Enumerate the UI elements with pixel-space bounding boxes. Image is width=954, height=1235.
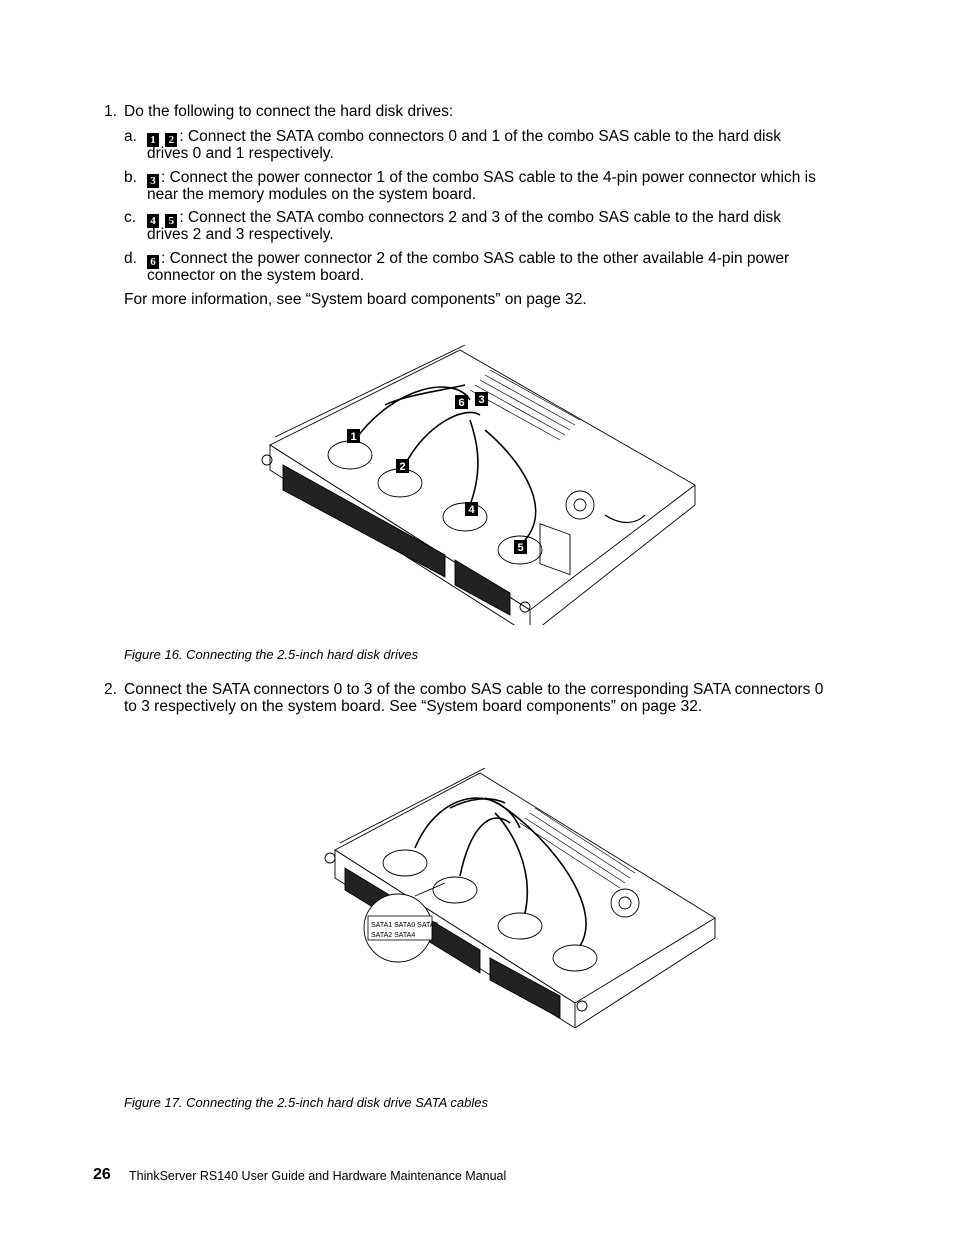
callout-2: 2 <box>165 133 177 147</box>
figure-16-illustration <box>255 345 700 625</box>
substep-d-text: : Connect the power connector 2 of the combo SAS cable to the other available 4-pin power <box>161 250 790 267</box>
fig16-callout-3: 3 <box>478 394 485 406</box>
callout-5: 5 <box>165 214 177 228</box>
callout-6: 6 <box>147 255 159 269</box>
substep-d-line2: connector on the system board. <box>147 267 365 284</box>
step-2-line2: to 3 respectively on the system board. See “System board components” on page 32. <box>124 698 703 715</box>
substep-a-letter: a. <box>124 128 137 145</box>
callout-4: 4 <box>147 214 159 228</box>
figure-17-illustration <box>320 768 720 1028</box>
fig16-callout-1: 1 <box>350 431 357 443</box>
footer-title: ThinkServer RS140 User Guide and Hardware Maintenance Manual <box>129 1169 507 1183</box>
substep-a-text: : Connect the SATA combo connectors 0 and 1 of the combo SAS cable to the hard disk <box>179 128 782 145</box>
figure-16-caption: Figure 16. Connecting the 2.5-inch hard disk drives <box>124 647 419 662</box>
fig16-callout-2: 2 <box>399 461 406 473</box>
fig17-label-line1: SATA1 SATA0 SATA3 <box>371 922 439 929</box>
step-2-number: 2. <box>104 681 117 698</box>
substep-c-line2: drives 2 and 3 respectively. <box>147 226 334 243</box>
substep-a-line2: drives 0 and 1 respectively. <box>147 145 334 162</box>
callout-3: 3 <box>147 174 159 188</box>
step-1-text: Do the following to connect the hard disk drives: <box>124 103 454 120</box>
figure-17-caption: Figure 17. Connecting the 2.5-inch hard disk drive SATA cables <box>124 1095 488 1110</box>
page-number: 26 <box>93 1166 111 1183</box>
callout-1: 1 <box>147 133 159 147</box>
substep-b-text: : Connect the power connector 1 of the combo SAS cable to the 4-pin power connector which is <box>161 169 816 186</box>
substep-c-text: : Connect the SATA combo connectors 2 and 3 of the combo SAS cable to the hard disk <box>179 209 782 226</box>
substep-c-letter: c. <box>124 209 137 226</box>
fig16-callout-4: 4 <box>468 504 475 516</box>
fig16-callout-5: 5 <box>517 542 524 554</box>
step-1-number: 1. <box>104 103 117 120</box>
step-2-line1: Connect the SATA connectors 0 to 3 of the combo SAS cable to the corresponding SATA connectors 0 <box>124 681 824 698</box>
substep-b-line2: near the memory modules on the system board. <box>147 186 477 203</box>
fig16-callout-6: 6 <box>458 397 465 409</box>
substep-b-letter: b. <box>124 169 137 186</box>
fig17-label-line2: SATA2 SATA4 <box>371 932 416 939</box>
more-info-text: For more information, see “System board components” on page 32. <box>124 291 587 308</box>
substep-d-letter: d. <box>124 250 137 267</box>
